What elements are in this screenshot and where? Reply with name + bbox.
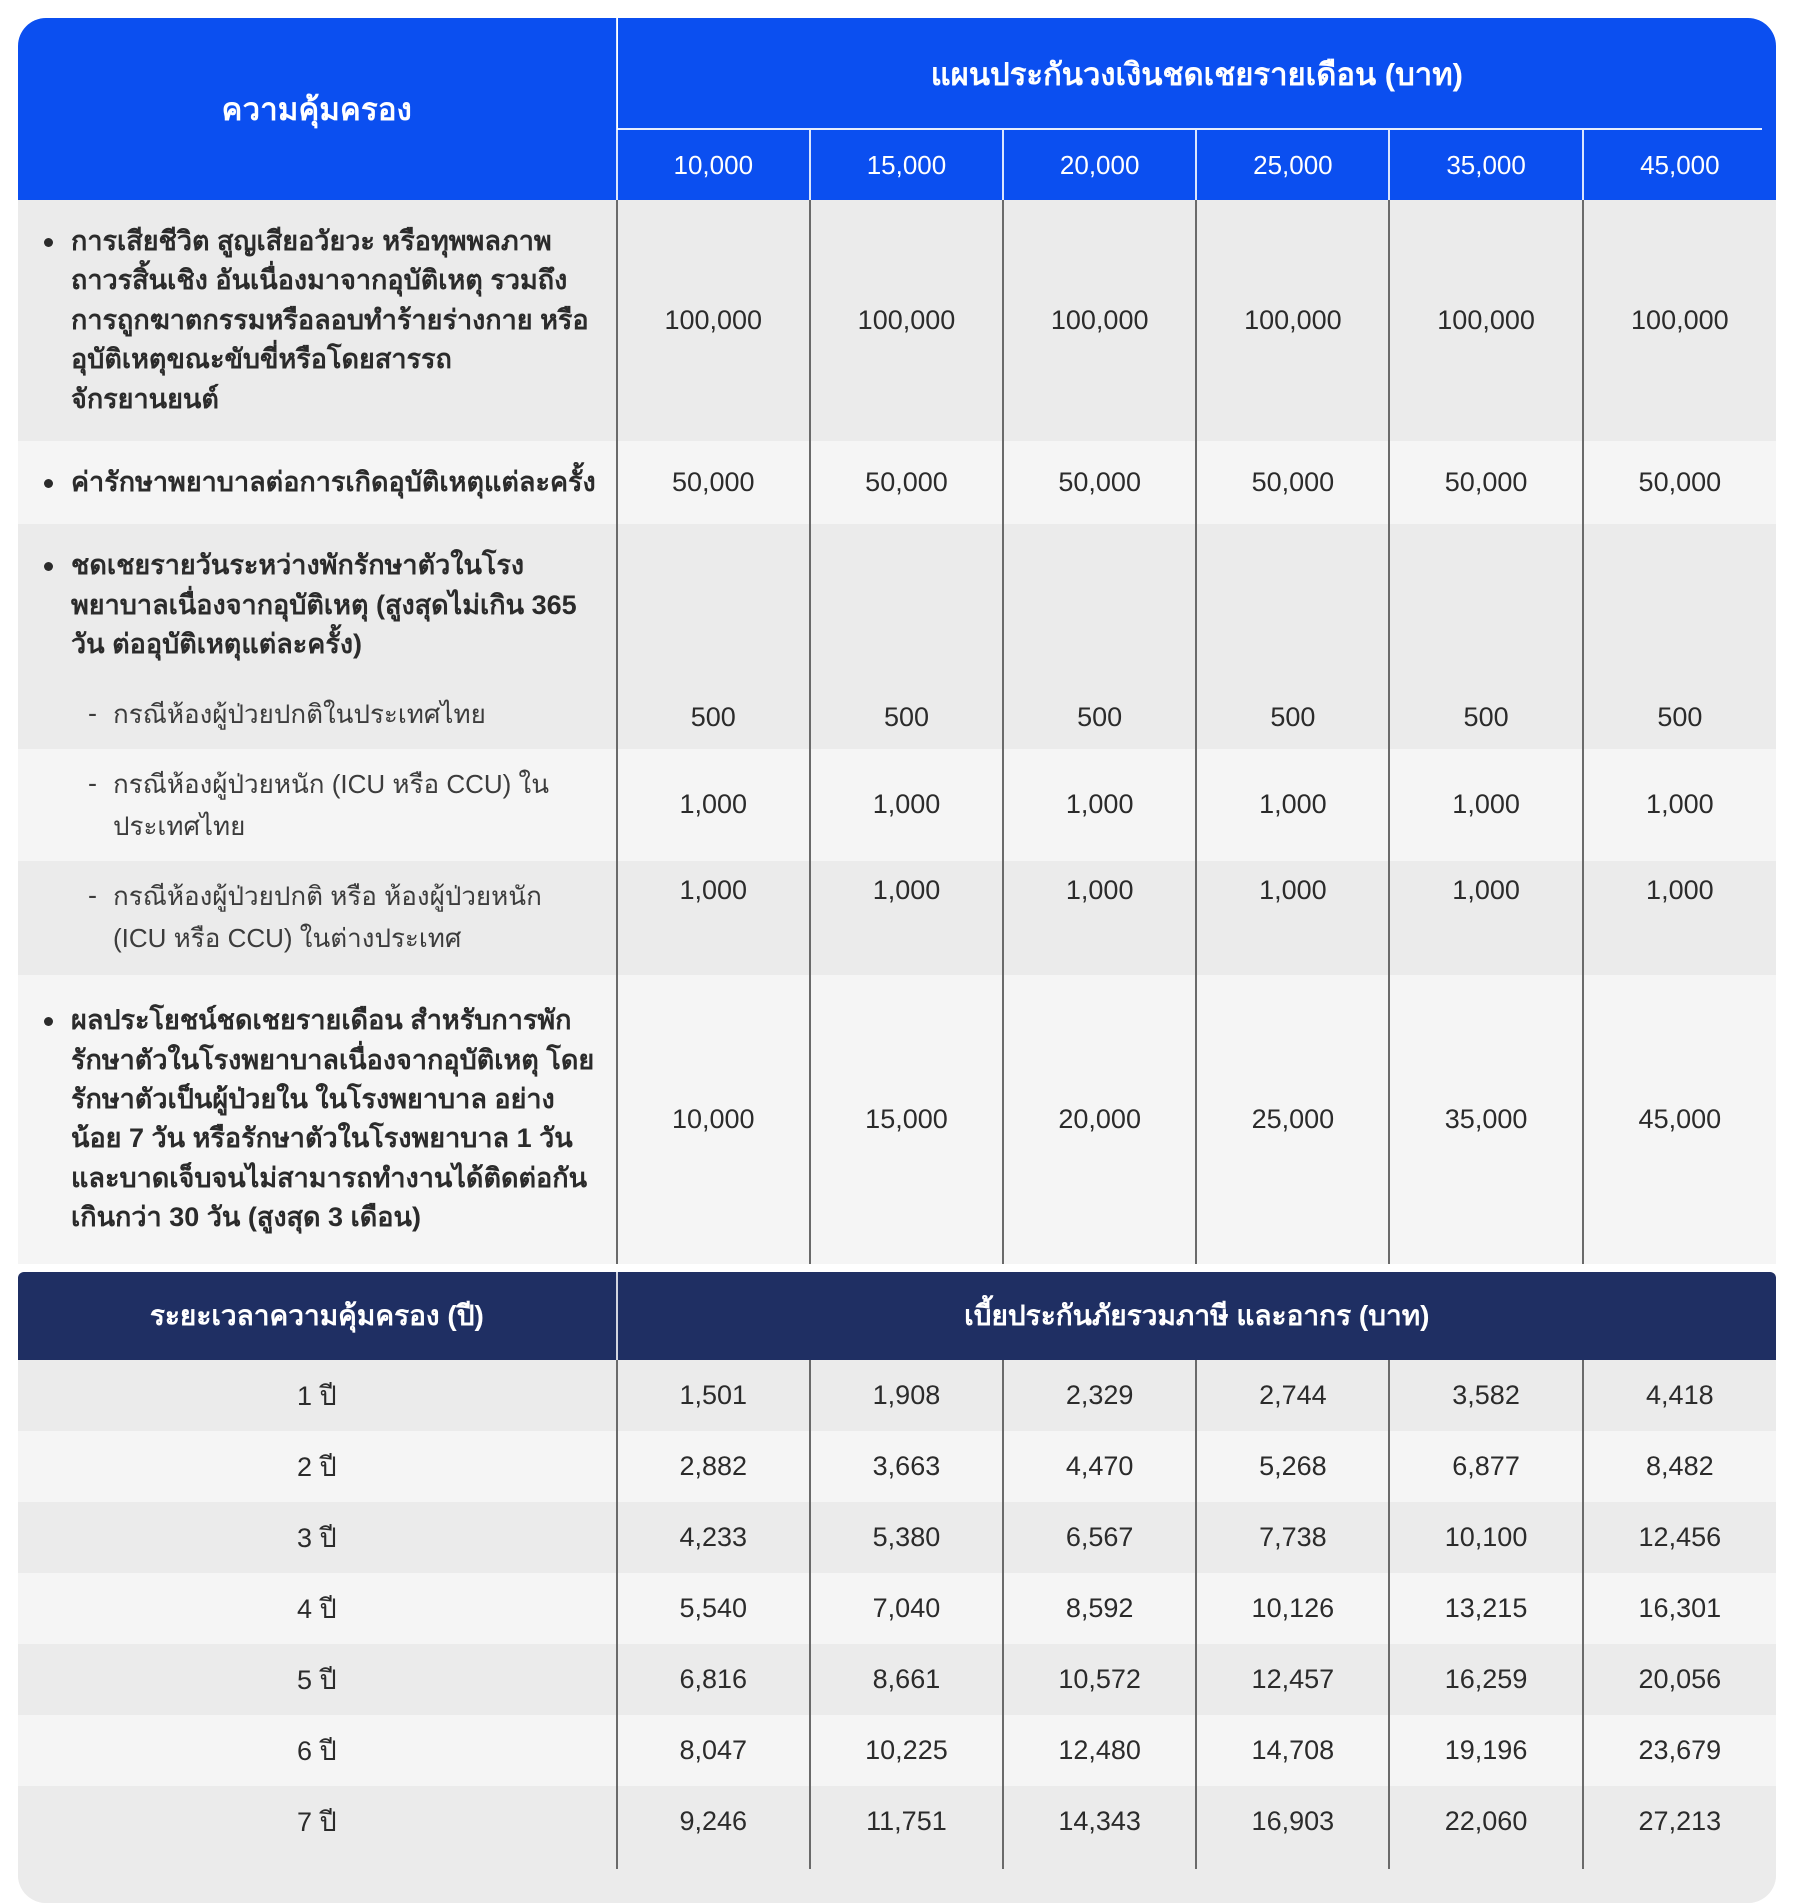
coverage-value: [1583, 524, 1776, 686]
coverage-label-cell: [18, 975, 617, 1263]
bullet-item: [44, 1001, 598, 1237]
table-row: [18, 441, 1776, 524]
premium-value: 10,225: [810, 1715, 1003, 1786]
coverage-value: 1,000: [617, 749, 810, 861]
bullet-item: [44, 222, 598, 419]
coverage-label-text: การเสียชีวิต สูญเสียอวัยวะ หรือทุพพลภาพถาวรสิ้นเชิง อันเนื่องมาจากอุบัติเหตุ รวมถึงการถูกฆาตกรรมหรือลอบทำร้ายร่างกาย หรืออุบัติเหตุขณะขับขี่หรือโดยสารรถจักรยานยนต์: [71, 226, 589, 414]
coverage-value: 45,000: [1583, 975, 1776, 1263]
table-row: [18, 1786, 1776, 1869]
plan-title-text: แผนประกันวงเงินชดเชยรายเดือน (บาท): [930, 57, 1463, 92]
coverage-value: 1,000: [810, 861, 1003, 975]
premium-year: 3 ปี: [18, 1502, 617, 1573]
premium-value: 23,679: [1583, 1715, 1776, 1786]
coverage-label-cell: [18, 524, 617, 686]
premium-value: 16,259: [1389, 1644, 1582, 1715]
plan-amount-header-6: 45,000: [1583, 130, 1776, 200]
coverage-label-text: ชดเชยรายวันระหว่างพักรักษาตัวในโรงพยาบาลเนื่องจากอุบัติเหตุ (สูงสุดไม่เกิน 365 วัน ต่ออุบัติเหตุแต่ละครั้ง): [71, 550, 577, 660]
coverage-label-cell: [18, 749, 617, 861]
coverage-value: 1,000: [1583, 861, 1776, 975]
coverage-value: [1389, 524, 1582, 686]
premium-value: 5,540: [617, 1573, 810, 1644]
coverage-value: 25,000: [1196, 975, 1389, 1263]
premium-value: 2,882: [617, 1431, 810, 1502]
table-row: [18, 1431, 1776, 1502]
premium-value: 2,329: [1003, 1360, 1196, 1431]
premium-value: 3,582: [1389, 1360, 1582, 1431]
coverage-value: 50,000: [1196, 441, 1389, 524]
premium-value: 12,457: [1196, 1644, 1389, 1715]
coverage-table-card: [18, 18, 1776, 1264]
coverage-value: 100,000: [1583, 200, 1776, 441]
table-row: [18, 1644, 1776, 1715]
premium-value: 1,908: [810, 1360, 1003, 1431]
coverage-value: 10,000: [617, 975, 810, 1263]
bullet-item: [44, 546, 598, 664]
table-row: [18, 524, 1776, 686]
coverage-value: 500: [810, 687, 1003, 749]
coverage-value: [1196, 524, 1389, 686]
sub-label-text: กรณีห้องผู้ป่วยปกติในประเทศไทย: [113, 698, 486, 729]
sub-item: [44, 875, 598, 959]
coverage-table: [18, 18, 1776, 1264]
dash-icon: -: [88, 767, 97, 798]
coverage-value: 100,000: [617, 200, 810, 441]
premium-value: 6,567: [1003, 1502, 1196, 1573]
premium-year: 1 ปี: [18, 1360, 617, 1431]
bullet-dot-icon: [44, 562, 53, 571]
coverage-value: [810, 524, 1003, 686]
premium-value: 12,456: [1583, 1502, 1776, 1573]
premium-value: 13,215: [1389, 1573, 1582, 1644]
coverage-value: 1,000: [810, 749, 1003, 861]
premium-value: 19,196: [1389, 1715, 1582, 1786]
premium-value: 22,060: [1389, 1786, 1582, 1869]
coverage-value: [617, 524, 810, 686]
table-row: [18, 749, 1776, 861]
coverage-value: 500: [617, 687, 810, 749]
table-row: [18, 1502, 1776, 1573]
premium-value: 2,744: [1196, 1360, 1389, 1431]
bullet-dot-icon: [44, 1017, 53, 1026]
dash-icon: -: [88, 697, 97, 728]
header-divider-rule: [618, 128, 1762, 130]
premium-value: 7,738: [1196, 1502, 1389, 1573]
premium-year: 7 ปี: [18, 1786, 617, 1869]
premium-value: 11,751: [810, 1786, 1003, 1869]
bullet-dot-icon: [44, 479, 53, 488]
premium-value: 27,213: [1583, 1786, 1776, 1869]
premium-year: 4 ปี: [18, 1573, 617, 1644]
table-bottom-padding: [18, 1869, 1776, 1903]
premium-value: 12,480: [1003, 1715, 1196, 1786]
sub-item: [44, 693, 598, 735]
coverage-value: 1,000: [1003, 861, 1196, 975]
premium-value: 14,708: [1196, 1715, 1389, 1786]
premium-value: 7,040: [810, 1573, 1003, 1644]
coverage-value: 500: [1583, 687, 1776, 749]
premium-value: 16,903: [1196, 1786, 1389, 1869]
coverage-value: [1003, 524, 1196, 686]
premium-value: 10,126: [1196, 1573, 1389, 1644]
table-row: [18, 1573, 1776, 1644]
premium-value: 6,877: [1389, 1431, 1582, 1502]
plan-title-header: [617, 18, 1776, 130]
coverage-value: 500: [1389, 687, 1582, 749]
premium-year: 2 ปี: [18, 1431, 617, 1502]
premium-value: 9,246: [617, 1786, 810, 1869]
coverage-label-cell: [18, 441, 617, 524]
premium-value: 8,482: [1583, 1431, 1776, 1502]
premium-value: 5,380: [810, 1502, 1003, 1573]
coverage-label-cell: [18, 200, 617, 441]
plan-amount-header-1: 10,000: [617, 130, 810, 200]
premium-value: 16,301: [1583, 1573, 1776, 1644]
premium-table-card: [18, 1272, 1776, 1903]
premium-amount-header: เบี้ยประกันภัยรวมภาษี และอากร (บาท): [617, 1272, 1776, 1360]
premium-value: 5,268: [1196, 1431, 1389, 1502]
premium-value: 8,661: [810, 1644, 1003, 1715]
coverage-value: 1,000: [1389, 861, 1582, 975]
premium-value: 14,343: [1003, 1786, 1196, 1869]
coverage-label-text: ผลประโยชน์ชดเชยรายเดือน สำหรับการพักรักษาตัวในโรงพยาบาลเนื่องจากอุบัติเหตุ โดยรักษาตัวเป็นผู้ป่วยใน ในโรงพยาบาล อย่างน้อย 7 วัน หรือรักษาตัวในโรงพยาบาล 1 วัน และบาดเจ็บจนไม่สามารถทำงานได้ติดต่อกันเกินกว่า 30 วัน (สูงสุด 3 เดือน): [71, 1005, 595, 1233]
coverage-value: 1,000: [1196, 861, 1389, 975]
coverage-label-cell: [18, 687, 617, 749]
plan-amount-header-2: 15,000: [810, 130, 1003, 200]
bullet-dot-icon: [44, 238, 53, 247]
premium-value: 8,047: [617, 1715, 810, 1786]
coverage-label-text: ค่ารักษาพยาบาลต่อการเกิดอุบัติเหตุแต่ละครั้ง: [71, 467, 596, 498]
coverage-value: 20,000: [1003, 975, 1196, 1263]
coverage-value: 100,000: [810, 200, 1003, 441]
coverage-value: 100,000: [1003, 200, 1196, 441]
coverage-value: 100,000: [1389, 200, 1582, 441]
coverage-value: 1,000: [1003, 749, 1196, 861]
premium-header-row: [18, 1272, 1776, 1360]
coverage-period-header: ระยะเวลาความคุ้มครอง (ปี): [149, 1299, 484, 1331]
coverage-label-cell: [18, 861, 617, 975]
coverage-value: 1,000: [1583, 749, 1776, 861]
plan-amount-header-4: 25,000: [1196, 130, 1389, 200]
coverage-column-header: ความคุ้มครอง: [221, 92, 412, 127]
table-row: [18, 861, 1776, 975]
premium-table: [18, 1272, 1776, 1869]
coverage-value: 500: [1196, 687, 1389, 749]
coverage-value: 50,000: [810, 441, 1003, 524]
coverage-value: 100,000: [1196, 200, 1389, 441]
table-row: [18, 200, 1776, 441]
premium-year: 5 ปี: [18, 1644, 617, 1715]
coverage-value: 50,000: [1389, 441, 1582, 524]
premium-value: 3,663: [810, 1431, 1003, 1502]
table-row: [18, 1715, 1776, 1786]
coverage-value: 1,000: [617, 861, 810, 975]
coverage-value: 15,000: [810, 975, 1003, 1263]
plan-amount-header-3: 20,000: [1003, 130, 1196, 200]
sub-label-text: กรณีห้องผู้ป่วยหนัก (ICU หรือ CCU) ในประเทศไทย: [113, 768, 550, 841]
premium-value: 4,418: [1583, 1360, 1776, 1431]
coverage-value: 50,000: [1583, 441, 1776, 524]
coverage-value: 500: [1003, 687, 1196, 749]
coverage-value: 50,000: [617, 441, 810, 524]
premium-value: 4,233: [617, 1502, 810, 1573]
premium-value: 4,470: [1003, 1431, 1196, 1502]
coverage-value: 50,000: [1003, 441, 1196, 524]
coverage-header-row: [18, 18, 1776, 130]
table-row: [18, 975, 1776, 1263]
bullet-item: [44, 463, 598, 502]
premium-value: 10,100: [1389, 1502, 1582, 1573]
table-row: [18, 1360, 1776, 1431]
premium-value: 20,056: [1583, 1644, 1776, 1715]
plan-amount-header-5: 35,000: [1389, 130, 1582, 200]
coverage-value: 1,000: [1389, 749, 1582, 861]
premium-value: 10,572: [1003, 1644, 1196, 1715]
sub-label-text: กรณีห้องผู้ป่วยปกติ หรือ ห้องผู้ป่วยหนัก (ICU หรือ CCU) ในต่างประเทศ: [113, 880, 542, 954]
sub-item: [44, 763, 598, 847]
coverage-value: 35,000: [1389, 975, 1582, 1263]
premium-value: 1,501: [617, 1360, 810, 1431]
premium-value: 8,592: [1003, 1573, 1196, 1644]
coverage-value: 1,000: [1196, 749, 1389, 861]
premium-value: 6,816: [617, 1644, 810, 1715]
premium-year: 6 ปี: [18, 1715, 617, 1786]
dash-icon: -: [88, 879, 97, 910]
table-row: [18, 687, 1776, 749]
